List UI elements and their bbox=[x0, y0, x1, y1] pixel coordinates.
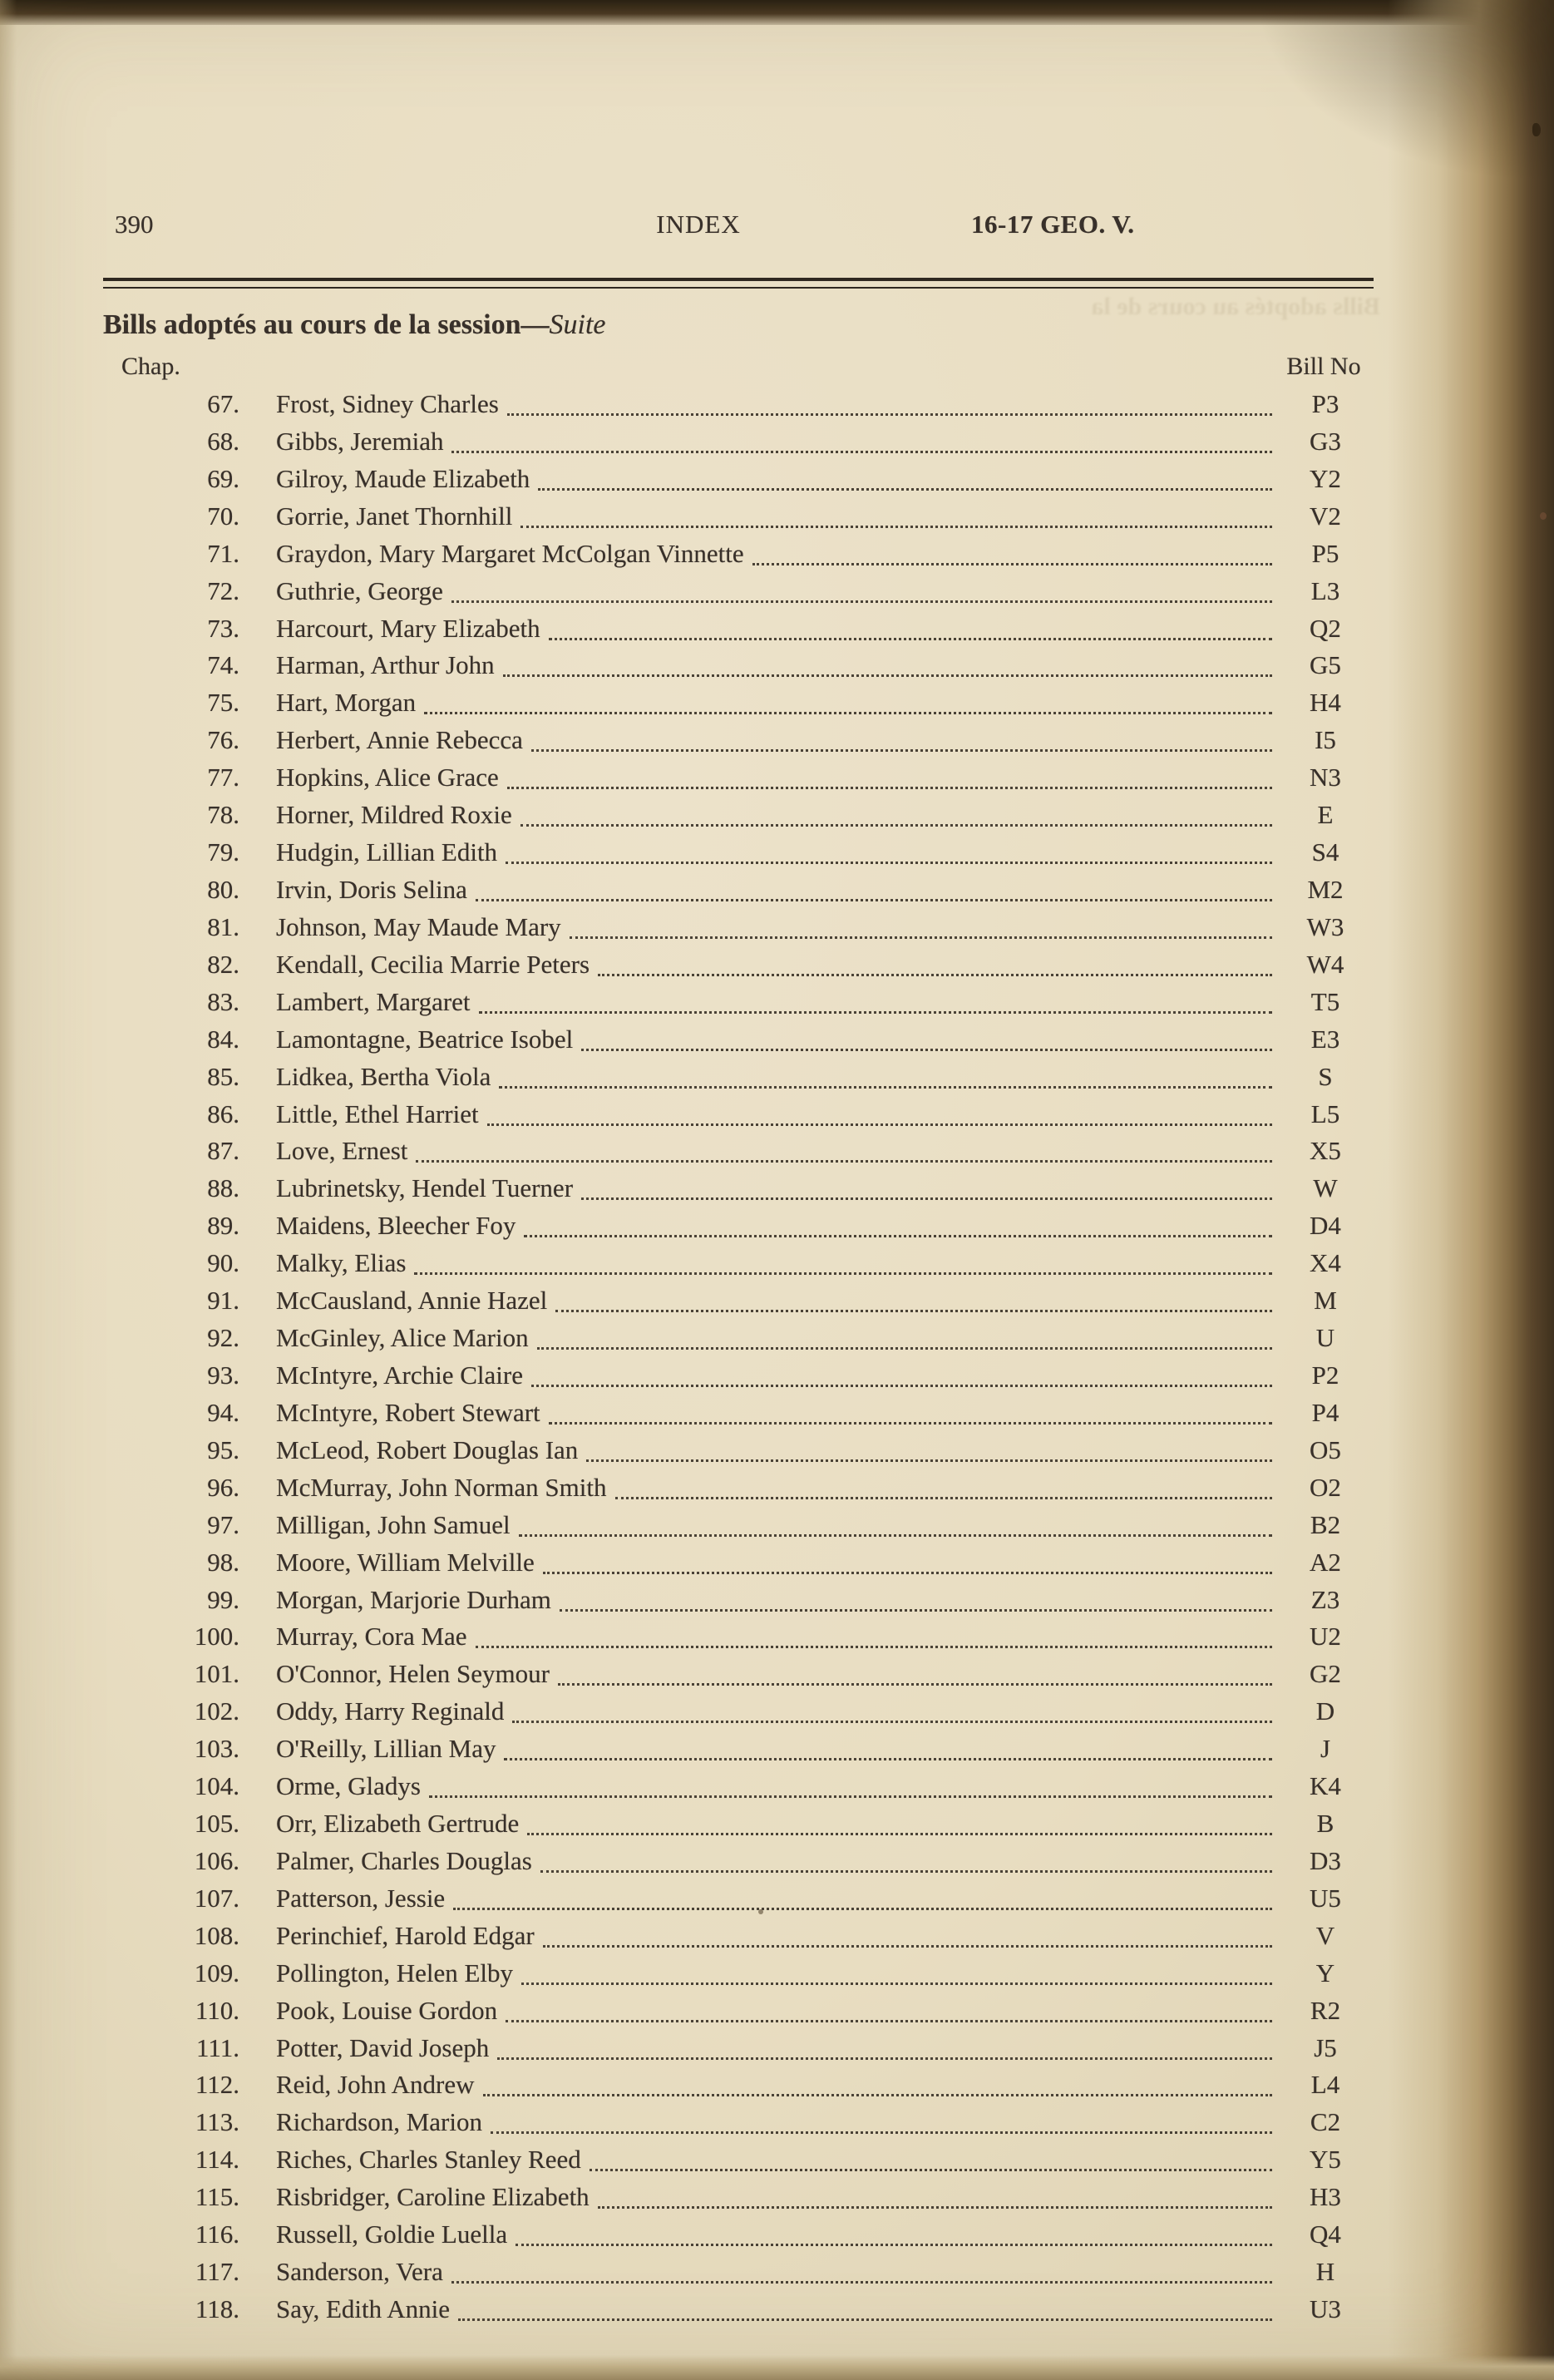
bill-number: C2 bbox=[1310, 2107, 1341, 2137]
entry-name: Patterson, Jessie bbox=[276, 1883, 446, 1913]
bill-number: S bbox=[1318, 1061, 1333, 1091]
entry-name: Oddy, Harry Reginald bbox=[276, 1696, 505, 1726]
entry-row bbox=[0, 1395, 1554, 1432]
chapter-number: 96. bbox=[207, 1472, 239, 1502]
entry-row bbox=[0, 1357, 1554, 1395]
bill-number: E3 bbox=[1310, 1024, 1340, 1054]
dotted-leader bbox=[543, 1918, 1272, 1948]
chapter-number: 91. bbox=[207, 1286, 239, 1316]
bill-number: U3 bbox=[1310, 2294, 1341, 2324]
chapter-number: 95. bbox=[207, 1434, 239, 1464]
bill-number: R2 bbox=[1310, 1995, 1341, 2025]
dotted-leader bbox=[581, 1170, 1272, 1200]
entry-name: O'Connor, Helen Seymour bbox=[276, 1659, 550, 1689]
bill-number: V bbox=[1315, 1920, 1335, 1950]
entry-name: McGinley, Alice Marion bbox=[276, 1323, 529, 1353]
column-header-chap: Chap. bbox=[121, 353, 180, 380]
entry-row bbox=[0, 1880, 1554, 1918]
bill-number: U bbox=[1315, 1323, 1335, 1353]
dotted-leader bbox=[520, 498, 1272, 528]
entry-row bbox=[0, 872, 1554, 909]
chapter-number: 85. bbox=[207, 1061, 239, 1091]
entry-name: McMurray, John Norman Smith bbox=[276, 1472, 607, 1502]
entry-row bbox=[0, 1768, 1554, 1805]
entry-name: Harman, Arthur John bbox=[276, 650, 495, 680]
dotted-leader bbox=[458, 2291, 1272, 2321]
dotted-leader bbox=[506, 1992, 1272, 2022]
entry-name: Perinchief, Harold Edgar bbox=[276, 1920, 535, 1950]
chapter-number: 75. bbox=[207, 688, 239, 718]
bill-number: P4 bbox=[1311, 1397, 1339, 1427]
dotted-leader bbox=[752, 536, 1272, 565]
dotted-leader bbox=[476, 872, 1272, 901]
entry-name: Herbert, Annie Rebecca bbox=[276, 725, 523, 755]
chapter-number: 107. bbox=[194, 1883, 239, 1913]
dotted-leader bbox=[543, 1544, 1272, 1574]
entry-row bbox=[0, 2216, 1554, 2254]
dotted-leader bbox=[581, 1021, 1272, 1051]
bill-number: Q4 bbox=[1310, 2220, 1341, 2249]
dotted-leader bbox=[524, 1207, 1272, 1237]
dotted-leader bbox=[451, 2254, 1272, 2284]
entry-name: Morgan, Marjorie Durham bbox=[276, 1584, 551, 1614]
dotted-leader bbox=[520, 797, 1272, 827]
chapter-number: 93. bbox=[207, 1360, 239, 1390]
chapter-number: 110. bbox=[195, 1995, 239, 2025]
bill-number: S4 bbox=[1311, 837, 1339, 867]
chapter-number: 68. bbox=[207, 426, 239, 456]
entry-name: Palmer, Charles Douglas bbox=[276, 1845, 532, 1875]
chapter-number: 106. bbox=[194, 1845, 239, 1875]
entry-row bbox=[0, 2104, 1554, 2141]
bill-number: G3 bbox=[1310, 426, 1341, 456]
bill-number: H bbox=[1315, 2257, 1335, 2287]
entry-name: Kendall, Cecilia Marrie Peters bbox=[276, 949, 590, 979]
dotted-leader bbox=[560, 1582, 1272, 1612]
dotted-leader bbox=[512, 1693, 1272, 1723]
entry-row bbox=[0, 2291, 1554, 2328]
section-title bbox=[103, 309, 606, 341]
dotted-leader bbox=[586, 1432, 1272, 1462]
bill-number: L5 bbox=[1310, 1099, 1340, 1128]
dotted-leader bbox=[549, 610, 1272, 640]
chapter-number: 116. bbox=[195, 2220, 239, 2249]
entry-row bbox=[0, 573, 1554, 610]
entry-name: Guthrie, George bbox=[276, 575, 443, 605]
entry-row bbox=[0, 1618, 1554, 1656]
entry-name: Orr, Elizabeth Gertrude bbox=[276, 1809, 520, 1839]
dotted-leader bbox=[598, 946, 1272, 976]
entry-name: Little, Ethel Harriet bbox=[276, 1099, 479, 1128]
entry-name: Sanderson, Vera bbox=[276, 2257, 443, 2287]
bill-number: J5 bbox=[1314, 2032, 1337, 2062]
entry-name: Gilroy, Maude Elizabeth bbox=[276, 463, 530, 493]
bill-number: W bbox=[1313, 1173, 1338, 1203]
bill-number: X5 bbox=[1310, 1136, 1341, 1166]
chapter-number: 112. bbox=[195, 2070, 239, 2100]
bill-number: H4 bbox=[1310, 688, 1341, 718]
entry-name: Harcourt, Mary Elizabeth bbox=[276, 613, 540, 643]
bill-number: P5 bbox=[1311, 538, 1339, 568]
dotted-leader bbox=[479, 984, 1272, 1014]
bill-number: W3 bbox=[1306, 911, 1344, 941]
entry-name: O'Reilly, Lillian May bbox=[276, 1734, 496, 1764]
chapter-number: 105. bbox=[194, 1809, 239, 1839]
chapter-number: 84. bbox=[207, 1024, 239, 1054]
bill-number: D3 bbox=[1310, 1845, 1341, 1875]
entry-row bbox=[0, 1021, 1554, 1059]
entry-name: Love, Ernest bbox=[276, 1136, 408, 1166]
entry-row bbox=[0, 536, 1554, 573]
entry-row bbox=[0, 1693, 1554, 1731]
entry-row bbox=[0, 1133, 1554, 1170]
dotted-leader bbox=[531, 1357, 1272, 1387]
chapter-number: 117. bbox=[195, 2257, 239, 2287]
dotted-leader bbox=[590, 2141, 1272, 2171]
entry-row bbox=[0, 2030, 1554, 2067]
entry-row bbox=[0, 1656, 1554, 1693]
chapter-number: 71. bbox=[207, 538, 239, 568]
dotted-leader bbox=[598, 2179, 1272, 2209]
chapter-number: 69. bbox=[207, 463, 239, 493]
dotted-leader bbox=[429, 1768, 1272, 1798]
running-title: INDEX bbox=[656, 210, 741, 239]
chapter-number: 72. bbox=[207, 575, 239, 605]
dotted-leader bbox=[521, 1955, 1272, 1985]
entry-name: Hudgin, Lillian Edith bbox=[276, 837, 498, 867]
bill-number: K4 bbox=[1310, 1771, 1341, 1801]
bill-number: U2 bbox=[1310, 1622, 1341, 1652]
chapter-number: 113. bbox=[195, 2107, 239, 2137]
bill-number: L3 bbox=[1310, 575, 1340, 605]
dotted-leader bbox=[451, 423, 1272, 453]
bill-number: B bbox=[1316, 1809, 1334, 1839]
bill-number: W4 bbox=[1306, 949, 1344, 979]
entry-row bbox=[0, 1507, 1554, 1544]
entry-name: Murray, Cora Mae bbox=[276, 1622, 467, 1652]
entry-name: Milligan, John Samuel bbox=[276, 1509, 511, 1539]
entry-row bbox=[0, 1843, 1554, 1880]
dotted-leader bbox=[487, 1096, 1272, 1126]
entry-name: Gorrie, Janet Thornhill bbox=[276, 501, 513, 531]
page-edge-bottom bbox=[0, 2355, 1554, 2380]
paper-speck bbox=[1532, 123, 1541, 136]
bill-number: P3 bbox=[1311, 389, 1339, 418]
bill-number: Q2 bbox=[1310, 613, 1341, 643]
section-title-suite: Suite bbox=[549, 309, 606, 340]
bill-number: L4 bbox=[1310, 2070, 1340, 2100]
bill-number: M2 bbox=[1307, 874, 1344, 904]
chapter-number: 101. bbox=[194, 1659, 239, 1689]
entry-row bbox=[0, 1245, 1554, 1282]
dotted-leader bbox=[491, 2104, 1272, 2134]
bill-number: H3 bbox=[1310, 2182, 1341, 2212]
dotted-leader bbox=[531, 722, 1272, 752]
column-header-bill-no: Bill No bbox=[1286, 353, 1361, 380]
dotted-leader bbox=[527, 1805, 1272, 1835]
entry-name: McLeod, Robert Douglas Ian bbox=[276, 1434, 579, 1464]
dotted-leader bbox=[558, 1656, 1272, 1686]
bill-number: O5 bbox=[1310, 1434, 1341, 1464]
entry-name: Frost, Sidney Charles bbox=[276, 389, 499, 418]
bill-number: J bbox=[1320, 1734, 1331, 1764]
entry-name: Reid, John Andrew bbox=[276, 2070, 475, 2100]
chapter-number: 80. bbox=[207, 874, 239, 904]
chapter-number: 100. bbox=[194, 1622, 239, 1652]
entry-name: Potter, David Joseph bbox=[276, 2032, 490, 2062]
entry-name: Pollington, Helen Elby bbox=[276, 1958, 514, 1987]
entry-name: Lambert, Margaret bbox=[276, 986, 471, 1016]
bill-number: M bbox=[1314, 1286, 1337, 1316]
chapter-number: 111. bbox=[196, 2032, 239, 2062]
chapter-number: 115. bbox=[195, 2182, 239, 2212]
chapter-number: 98. bbox=[207, 1547, 239, 1577]
section-title-text: Bills adoptés au cours de la session bbox=[103, 309, 521, 340]
bill-number: U5 bbox=[1310, 1883, 1341, 1913]
entry-name: Riches, Charles Stanley Reed bbox=[276, 2145, 581, 2175]
entry-row bbox=[0, 423, 1554, 461]
entry-row bbox=[0, 461, 1554, 498]
bill-number: Y5 bbox=[1310, 2145, 1341, 2175]
dotted-leader bbox=[506, 834, 1272, 864]
dotted-leader bbox=[414, 1245, 1272, 1275]
entry-name: Moore, William Melville bbox=[276, 1547, 535, 1577]
entry-name: Hart, Morgan bbox=[276, 688, 417, 718]
entry-name: Orme, Gladys bbox=[276, 1771, 421, 1801]
dotted-leader bbox=[570, 909, 1272, 939]
ink-bleed-text: Bills adoptés au cours de la bbox=[1091, 293, 1380, 320]
bill-number: Y bbox=[1315, 1958, 1335, 1987]
entry-row bbox=[0, 2066, 1554, 2104]
bill-number: V2 bbox=[1310, 501, 1341, 531]
dotted-leader bbox=[476, 1618, 1272, 1648]
entry-name: Graydon, Mary Margaret McColgan Vinnette bbox=[276, 538, 744, 568]
dotted-leader bbox=[549, 1395, 1272, 1425]
page-number: 390 bbox=[115, 210, 154, 239]
chapter-number: 79. bbox=[207, 837, 239, 867]
entry-row bbox=[0, 1282, 1554, 1320]
bill-number: O2 bbox=[1310, 1472, 1341, 1502]
dotted-leader bbox=[615, 1469, 1272, 1499]
entry-row bbox=[0, 946, 1554, 984]
entry-row bbox=[0, 1207, 1554, 1245]
entry-row bbox=[0, 1059, 1554, 1096]
dotted-leader bbox=[504, 1731, 1272, 1760]
dotted-leader bbox=[555, 1282, 1272, 1312]
running-header bbox=[0, 210, 1554, 246]
chapter-number: 103. bbox=[194, 1734, 239, 1764]
entry-row bbox=[0, 2254, 1554, 2291]
entry-row bbox=[0, 1731, 1554, 1768]
entry-row bbox=[0, 722, 1554, 759]
dotted-leader bbox=[537, 1320, 1272, 1350]
chapter-number: 99. bbox=[207, 1584, 239, 1614]
chapter-number: 104. bbox=[194, 1771, 239, 1801]
entry-name: Gibbs, Jeremiah bbox=[276, 426, 444, 456]
chapter-number: 73. bbox=[207, 613, 239, 643]
section-title-dash: — bbox=[520, 309, 550, 340]
bill-number: Y2 bbox=[1310, 463, 1341, 493]
entry-name: McIntyre, Robert Stewart bbox=[276, 1397, 540, 1427]
entry-row bbox=[0, 1582, 1554, 1619]
entry-row bbox=[0, 834, 1554, 872]
chapter-number: 86. bbox=[207, 1099, 239, 1128]
entry-name: Horner, Mildred Roxie bbox=[276, 800, 512, 830]
entry-row bbox=[0, 1170, 1554, 1207]
entry-name: Irvin, Doris Selina bbox=[276, 874, 467, 904]
entry-name: McIntyre, Archie Claire bbox=[276, 1360, 523, 1390]
chapter-number: 92. bbox=[207, 1323, 239, 1353]
dotted-leader bbox=[507, 759, 1272, 789]
dotted-leader bbox=[453, 1880, 1272, 1910]
double-rule bbox=[103, 278, 1374, 289]
bill-number: N3 bbox=[1310, 763, 1341, 793]
entry-name: Risbridger, Caroline Elizabeth bbox=[276, 2182, 590, 2212]
chapter-number: 70. bbox=[207, 501, 239, 531]
chapter-number: 88. bbox=[207, 1173, 239, 1203]
bill-number: T5 bbox=[1310, 986, 1340, 1016]
chapter-number: 97. bbox=[207, 1509, 239, 1539]
chapter-number: 83. bbox=[207, 986, 239, 1016]
dotted-leader bbox=[503, 647, 1272, 677]
bill-number: B2 bbox=[1310, 1509, 1341, 1539]
entry-name: Hopkins, Alice Grace bbox=[276, 763, 499, 793]
chapter-number: 94. bbox=[207, 1397, 239, 1427]
chapter-number: 89. bbox=[207, 1211, 239, 1241]
entry-row bbox=[0, 2179, 1554, 2216]
entry-row bbox=[0, 647, 1554, 684]
chapter-number: 109. bbox=[194, 1958, 239, 1987]
entry-row bbox=[0, 797, 1554, 834]
entry-row bbox=[0, 984, 1554, 1021]
entry-row bbox=[0, 1320, 1554, 1357]
entry-name: Lidkea, Bertha Viola bbox=[276, 1061, 491, 1091]
dotted-leader bbox=[516, 2216, 1272, 2246]
bill-number: A2 bbox=[1310, 1547, 1341, 1577]
binding-shadow-top bbox=[0, 0, 1554, 25]
entry-row bbox=[0, 1469, 1554, 1507]
entry-row bbox=[0, 610, 1554, 648]
entry-name: Maidens, Bleecher Foy bbox=[276, 1211, 516, 1241]
entry-name: Malky, Elias bbox=[276, 1248, 407, 1278]
bill-number: P2 bbox=[1311, 1360, 1339, 1390]
statute-citation: 16-17 GEO. V. bbox=[971, 210, 1135, 239]
dotted-leader bbox=[519, 1507, 1272, 1537]
chapter-number: 77. bbox=[207, 763, 239, 793]
entry-row bbox=[0, 1544, 1554, 1582]
chapter-number: 114. bbox=[195, 2145, 239, 2175]
entry-name: Johnson, May Maude Mary bbox=[276, 911, 561, 941]
entry-name: Lamontagne, Beatrice Isobel bbox=[276, 1024, 574, 1054]
entry-name: Richardson, Marion bbox=[276, 2107, 482, 2137]
entry-row bbox=[0, 498, 1554, 536]
chapter-number: 76. bbox=[207, 725, 239, 755]
dotted-leader bbox=[424, 684, 1272, 714]
chapter-number: 82. bbox=[207, 949, 239, 979]
chapter-number: 87. bbox=[207, 1136, 239, 1166]
chapter-number: 108. bbox=[194, 1920, 239, 1950]
bill-number: D bbox=[1315, 1696, 1335, 1726]
entry-name: Say, Edith Annie bbox=[276, 2294, 450, 2324]
dotted-leader bbox=[483, 2066, 1272, 2096]
entries-list bbox=[0, 386, 1554, 2328]
entry-row bbox=[0, 1992, 1554, 2030]
bill-number: G2 bbox=[1310, 1659, 1341, 1689]
entry-row bbox=[0, 684, 1554, 722]
entry-row bbox=[0, 1918, 1554, 1955]
chapter-number: 67. bbox=[207, 389, 239, 418]
entry-name: Lubrinetsky, Hendel Tuerner bbox=[276, 1173, 574, 1203]
chapter-number: 81. bbox=[207, 911, 239, 941]
bill-number: G5 bbox=[1310, 650, 1341, 680]
entry-row bbox=[0, 909, 1554, 946]
bill-number: E bbox=[1317, 800, 1334, 830]
chapter-number: 90. bbox=[207, 1248, 239, 1278]
bill-number: D4 bbox=[1310, 1211, 1341, 1241]
bill-number: Z3 bbox=[1310, 1584, 1340, 1614]
dotted-leader bbox=[538, 461, 1272, 491]
entry-row bbox=[0, 386, 1554, 423]
entry-row bbox=[0, 2141, 1554, 2179]
bill-number: I5 bbox=[1315, 725, 1336, 755]
dotted-leader bbox=[451, 573, 1272, 603]
entry-row bbox=[0, 759, 1554, 797]
dotted-leader bbox=[507, 386, 1272, 416]
entry-row bbox=[0, 1096, 1554, 1133]
dotted-leader bbox=[497, 2030, 1272, 2060]
dotted-leader bbox=[540, 1843, 1272, 1873]
entry-name: Russell, Goldie Luella bbox=[276, 2220, 508, 2249]
entry-row bbox=[0, 1432, 1554, 1469]
dotted-leader bbox=[416, 1133, 1272, 1163]
chapter-number: 74. bbox=[207, 650, 239, 680]
entry-name: Pook, Louise Gordon bbox=[276, 1995, 498, 2025]
bill-number: X4 bbox=[1310, 1248, 1341, 1278]
chapter-number: 102. bbox=[194, 1696, 239, 1726]
entry-row bbox=[0, 1955, 1554, 1992]
chapter-number: 78. bbox=[207, 800, 239, 830]
dotted-leader bbox=[499, 1059, 1272, 1089]
chapter-number: 118. bbox=[195, 2294, 239, 2324]
entry-name: McCausland, Annie Hazel bbox=[276, 1286, 548, 1316]
entry-row bbox=[0, 1805, 1554, 1843]
